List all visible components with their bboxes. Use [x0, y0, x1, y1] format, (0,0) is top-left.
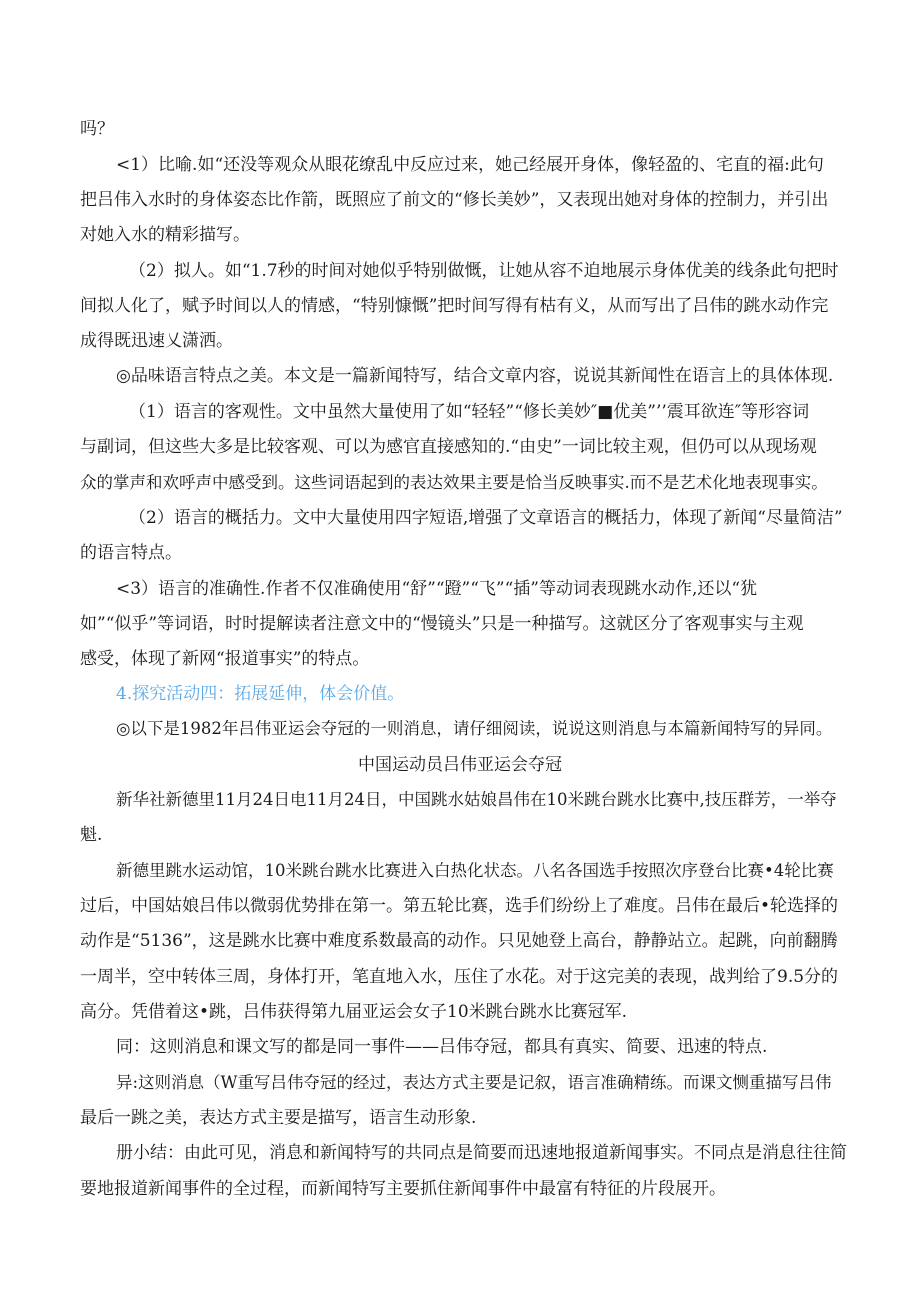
text-line: （1）语言的客观性。文中虽然大量使用了如“轻轻”“修长美妙″■优美”’’震耳欲连″等形容词	[129, 402, 810, 422]
text-line: ◎以下是1982年吕伟亚运会夺冠的一则消息，请仔细阅读，说说这则消息与本篇新闻特写的异同。	[116, 719, 833, 738]
text-line: 的语言特点。	[80, 543, 182, 563]
text-line: 新德里跳水运动馆，10米跳台跳水比赛进入白热化状态。八名各国选手按照次序登台比赛•4轮比赛	[116, 861, 834, 880]
text-line: 册小结：由此可见，消息和新闻特写的共同点是简要而迅速地报道新闻事实。不同点是消息往往简	[116, 1143, 847, 1163]
text-line: <1）比喻.如“还没等观众从眼花缭乱中反应过来，她己经展开身体，像轻盈的、宅直的福:此句	[116, 155, 824, 175]
text-line: 如”“似乎”等词语，时时提解读者注意文中的“慢镜头”只是一种描写。这就区分了客观事实与主观	[80, 614, 804, 634]
text-line: 同：这则消息和课文写的都是同一事件——吕伟夺冠，都具有真实、简要、迅速的特点.	[116, 1037, 768, 1057]
text-line: 最后一跳之美，表达方式主要是描写，语言生动形象.	[80, 1108, 477, 1128]
section-heading: 4.探究活动四：拓展延伸，体会价值。	[116, 684, 405, 704]
news-title: 中国运动员吕伟亚运会夺冠	[358, 755, 562, 775]
text-line: 一周半，空中转体三周，身体打开，笔直地入水，压住了水花。对于这完美的表现，战判给了9.5分的	[80, 967, 839, 987]
text-line: 间拟人化了，赋予时间以人的情感，“特别慷慨”把时间写得有枯有义，从而写出了吕伟的跳水动作完	[80, 296, 829, 316]
text-line: 吗？	[80, 119, 114, 139]
text-line: ◎品味语言特点之美。本文是一篇新闻特写，结合文章内容，说说其新闻性在语言上的具体体现.	[116, 366, 834, 386]
text-line: 魁.	[80, 825, 103, 845]
text-line: 与副词，但这些大多是比较客观、可以为感官直接感知的.“由史”一词比较主观，但仍可以从现场观	[80, 437, 817, 457]
text-line: 把吕伟入水时的身体姿态比作箭，既照应了前文的“修长美妙”，又表现出她对身体的控制力，并引出	[80, 190, 829, 210]
text-line: 新华社新德里11月24日电11月24日，中国跳水姑娘昌伟在10米跳台跳水比赛中,技压群芳，一举夺	[116, 790, 837, 809]
text-line: （2）拟人。如“1.7秒的时间对她似乎特别做慨，让她从容不迫地展示身体优美的线条此句把时	[129, 261, 839, 281]
text-line: 众的掌声和欢呼声中感受到。这些词语起到的表达效果主要是恰当反映事实.而不是艺术化地表现事实。	[80, 473, 828, 492]
text-line: 异:这则消息（W重写吕伟夺冠的经过，表达方式主要是记叙，语言准确精练。而课文恻重描写吕伟	[116, 1073, 832, 1092]
text-line: <3）语言的准确性.作者不仅准确使用“舒”“蹬”“飞”“插”等动词表现跳水动作,还以“犹	[116, 579, 758, 599]
text-line: 过后，中国姑娘吕伟以微弱优势排在第一。第五轮比赛，选手们纷纷上了难度。吕伟在最后•轮选择的	[80, 896, 839, 916]
text-line: 高分。凭借着这•跳，吕伟获得第九届亚运会女子10米跳台跳水比赛冠军.	[80, 1002, 628, 1022]
text-line: （2）语言的概括力。文中大量使用四字短语,增强了文章语言的概括力，体现了新闻“尽量简洁”	[129, 508, 843, 528]
text-line: 对她入水的精彩描写。	[80, 225, 250, 245]
text-line: 动作是“5136”，这是跳水比赛中难度系数最高的动作。只见她登上高台，静静站立。起跳，向前翻腾	[80, 931, 838, 951]
text-line: 感受，体现了新网“报道事实”的特点。	[80, 649, 370, 669]
text-line: 要地报道新闻事件的全过程，而新闻特写主要抓住新闻事件中最富有特征的片段展开。	[80, 1179, 726, 1199]
text-line: 成得既迅速乂潇洒。	[80, 331, 233, 351]
